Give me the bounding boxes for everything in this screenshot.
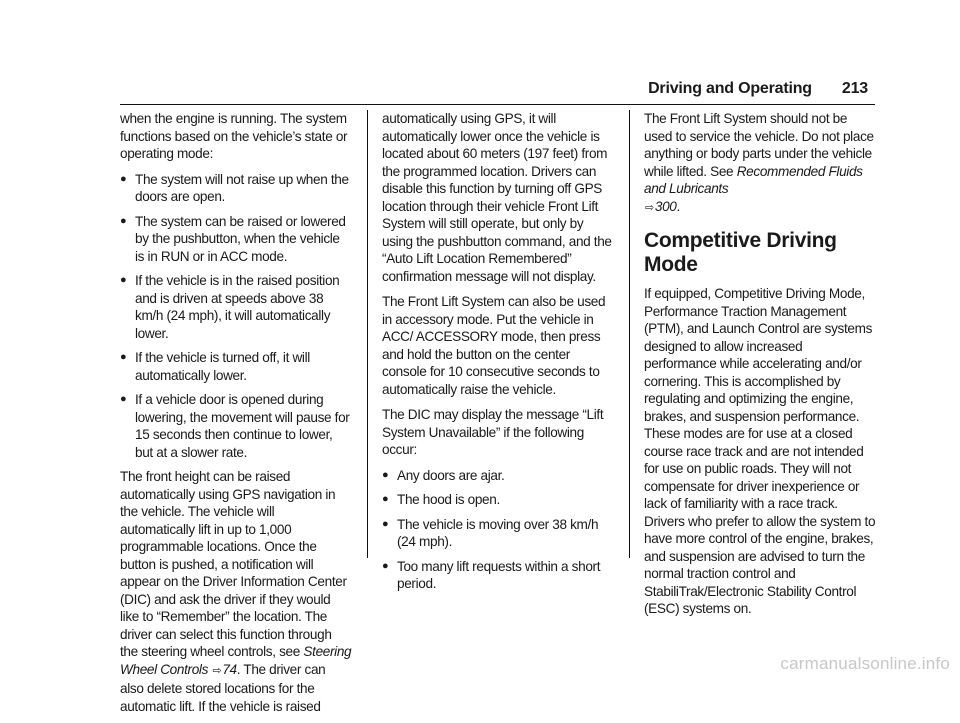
col3-paragraph-1: The Front Lift System should not be used to service the vehicle. Do not place anything or body parts under the vehicle while lifted. See Recommended Fluids and Lubricants ⇨300. [644, 111, 874, 214]
list-item: ● The hood is open. [382, 492, 500, 507]
column-2 [382, 110, 614, 600]
col2-paragraph-2: The Front Lift System can also be used in accessory mode. Put the vehicle in ACC/ ACCESSORY mode, then press and hold the button on the center console for 10 consecutive seconds to automatically raise the vehicle. [382, 294, 606, 397]
page-ref-arrow-icon: ⇨ [645, 201, 654, 214]
col2-paragraph-1: automatically using GPS, it will automatically lower once the vehicle is located about 60 meters (197 feet) from the programmed location. Drivers can disable this function by turning off GPS location through their vehicle Front Lift System will still operate, but only by using the pushbutton command, and the “Auto Lift Location Remembered” confirmation message will not display. [382, 111, 612, 284]
list-item: ● The system can be raised or lowered by the pushbutton, when the vehicle is in RUN or in ACC mode. [120, 213, 346, 264]
section-heading: Competitive Driving Mode [644, 229, 837, 276]
page-ref-arrow-icon: ⇨ [212, 664, 222, 677]
col1-intro: when the engine is running. The system functions based on the vehicle’s state or operating mode: [120, 111, 348, 161]
bullet-icon: ● [382, 493, 389, 505]
bullet-icon: ● [120, 351, 127, 363]
list-item: ● The system will not raise up when the doors are open. [120, 171, 349, 204]
column-3 [644, 110, 876, 626]
section-title: Driving and Operating [648, 80, 812, 97]
column-1 [120, 110, 352, 723]
bullet-icon: ● [120, 274, 127, 286]
list-item: ● Too many lift requests within a short period. [382, 558, 601, 591]
list-item: ● The vehicle is moving over 38 km/h (24 mph). [382, 516, 599, 549]
bullet-icon: ● [120, 172, 127, 185]
watermark: carmanualsonline.info [780, 654, 950, 673]
list-item: ● If a vehicle door is opened during lowering, the movement will pause for 15 seconds then continue to lower, but at a slower rate. [120, 392, 350, 460]
bullet-icon: ● [120, 214, 127, 227]
running-header [648, 80, 868, 102]
list-item: ● Any doors are ajar. [382, 467, 505, 483]
bullet-icon: ● [382, 559, 389, 572]
header-rule [120, 104, 875, 105]
col1-bullet-list [120, 171, 352, 462]
col1-paragraph: The front height can be raised automatically using GPS navigation in the vehicle. The vehicle will automatically lift in up to 1,000 programmable locations. Once the button is pushed, a notification will appear on the Driver Information Center (DIC) and ask the driver if they would like to “Remember” the location. The driver can select this function through the steering wheel controls, see Steering Wheel Controls ⇨74. The driver can also delete stored locations for the automatic lift. If the vehicle is raised [120, 469, 352, 714]
cross-reference-page[interactable]: 74 [222, 661, 237, 677]
cross-reference-page[interactable]: 300 [654, 198, 677, 214]
bullet-icon: ● [120, 393, 127, 405]
list-item: ● If the vehicle is in the raised position and is driven at speeds above 38 km/h (24 mph), it will automatically lower. [120, 273, 340, 341]
column-divider [629, 110, 630, 558]
col3-paragraph-2: If equipped, Competitive Driving Mode, Performance Traction Management (PTM), and Launch Control are systems designed to allow increased performance while accelerating and/or cornering. This is accomplished by regulating and optimizing the engine, brakes, and suspension performance. These modes are for use at a closed course race track and are not intended for use on public roads. They will not compensate for driver inexperience or lack of familiarity with a race track. Drivers who prefer to allow the system to have more control of the engine, brakes, and suspension are advised to turn the normal traction control and StabiliTrak/Electronic Stability Control (ESC) systems on. [644, 286, 876, 616]
col2-paragraph-3: The DIC may display the message “Lift System Unavailable” if the following occur: [382, 407, 604, 457]
col2-bullet-list [382, 467, 614, 593]
bullet-icon: ● [382, 517, 389, 530]
cross-reference-link[interactable]: Recommended Fluids and Lubricants [644, 163, 863, 196]
column-divider [367, 110, 368, 558]
bullet-icon: ● [382, 468, 389, 481]
cross-reference-link[interactable]: Steering Wheel Controls [120, 644, 352, 677]
list-item: ● If the vehicle is turned off, it will automatically lower. [120, 350, 310, 383]
page-number: 213 [841, 80, 868, 97]
